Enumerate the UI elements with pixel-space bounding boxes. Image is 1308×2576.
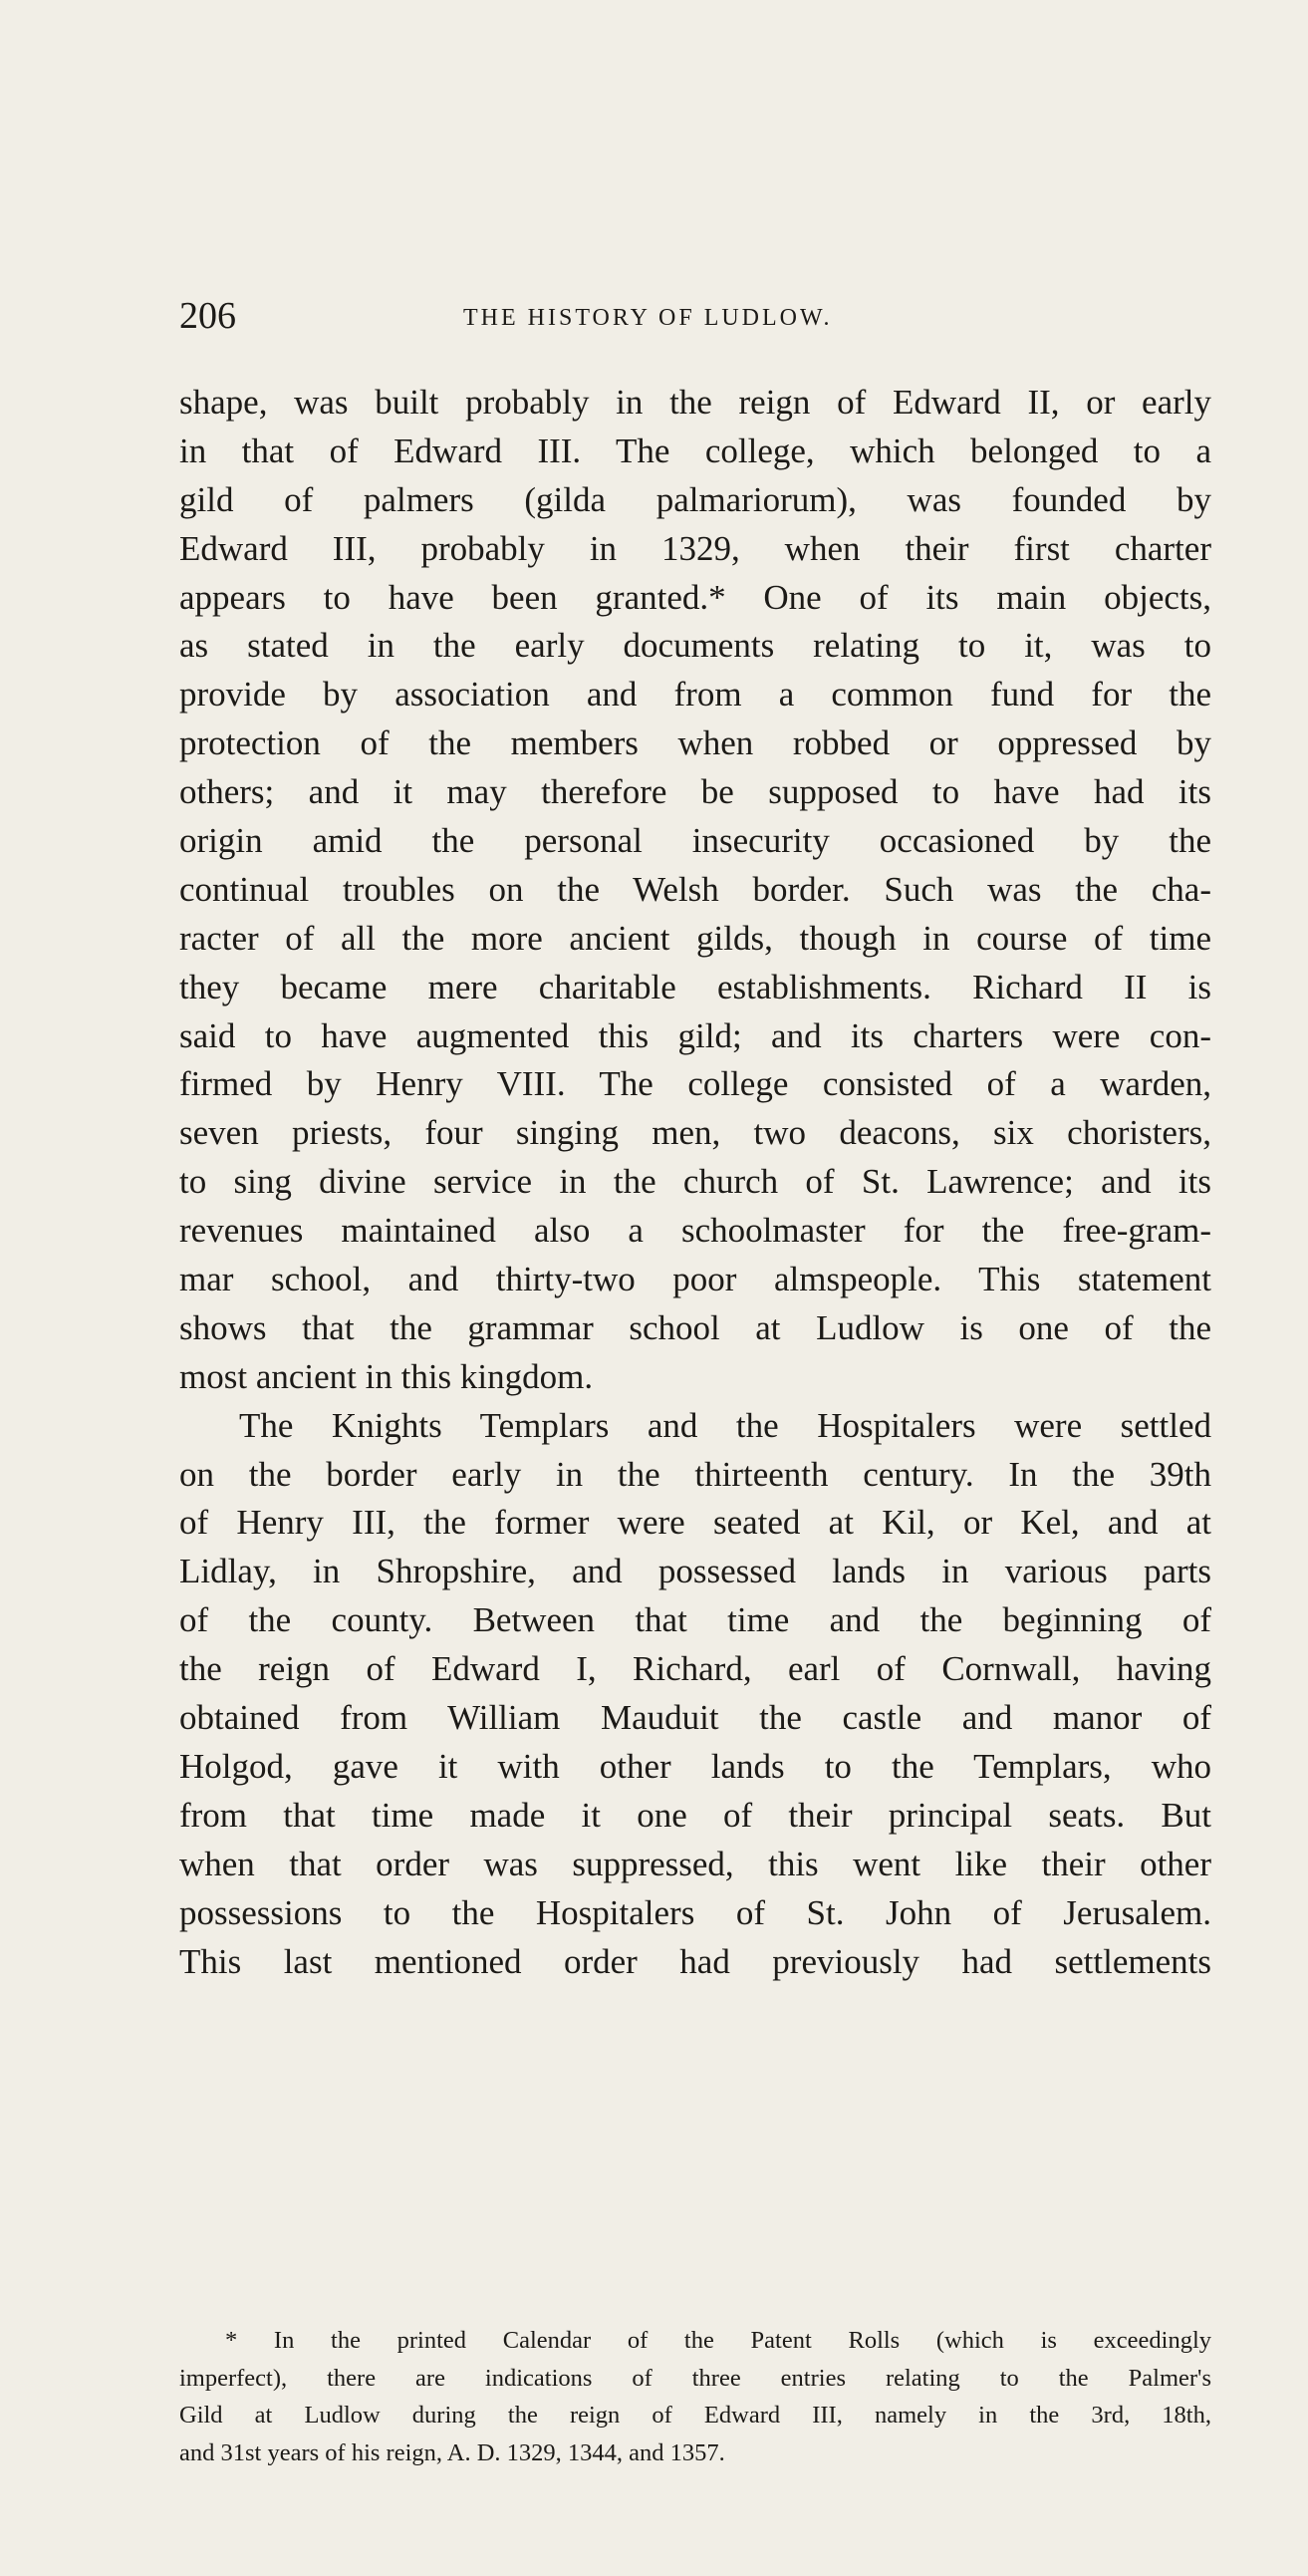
text-line: in that of Edward III. The college, which belonged to a [179,430,1211,470]
text-line: This last mentioned order had previously had settlements [179,1941,1211,1981]
text-line: shows that the grammar school at Ludlow is one of the [179,1307,1211,1347]
text-line: protection of the members when robbed or oppressed by [179,723,1211,763]
footnote-line: and 31st years of his reign, A. D. 1329, 1344, and 1357. [179,2438,725,2466]
text-line: The Knights Templars and the Hospitalers were settled [239,1405,1211,1445]
text-line: said to have augmented this gild; and its charters were con- [179,1015,1211,1055]
text-line: racter of all the more ancient gilds, though in course of time [179,918,1211,958]
text-line: to sing divine service in the church of St. Lawrence; and its [179,1162,1211,1202]
text-line: when that order was suppressed, this went like their other [179,1844,1211,1883]
text-line: mar school, and thirty-two poor almspeople. This statement [179,1260,1211,1299]
text-line: of the county. Between that time and the beginning of [179,1600,1211,1640]
footnote-line: Gild at Ludlow during the reign of Edward III, namely in the 3rd, 18th, [179,2402,1211,2430]
text-line: others; and it may therefore be supposed to have had its [179,772,1211,812]
text-line: possessions to the Hospitalers of St. John of Jerusalem. [179,1892,1211,1932]
text-line: seven priests, four singing men, two deacons, six choristers, [179,1113,1211,1153]
text-line: from that time made it one of their principal seats. But [179,1795,1211,1835]
text-line: continual troubles on the Welsh border. Such was the cha- [179,869,1211,909]
text-line: shape, was built probably in the reign of Edward II, or early [179,383,1211,422]
footnote-line: imperfect), there are indications of three entries relating to the Palmer's [179,2364,1211,2392]
text-line: gild of palmers (gilda palmariorum), was founded by [179,479,1211,519]
running-title: THE HISTORY OF LUDLOW. [463,305,833,331]
footnote [179,2322,1211,2471]
text-line: of Henry III, the former were seated at Kil, or Kel, and at [179,1503,1211,1543]
text-line: as stated in the early documents relating to it, was to [179,626,1211,666]
text-line: Holgod, gave it with other lands to the Templars, who [179,1746,1211,1786]
text-line: origin amid the personal insecurity occasioned by the [179,821,1211,861]
text-line: on the border early in the thirteenth century. In the 39th [179,1454,1211,1494]
text-line: Lidlay, in Shropshire, and possessed lands in various parts [179,1552,1211,1591]
page-header [179,291,1215,341]
footnote-line: * In the printed Calendar of the Patent Rolls (which is exceedingly [225,2327,1211,2354]
body-text [179,379,1211,1986]
text-line: provide by association and from a common fund for the [179,675,1211,715]
text-line: firmed by Henry VIII. The college consisted of a warden, [179,1064,1211,1104]
text-line: the reign of Edward I, Richard, earl of Cornwall, having [179,1649,1211,1689]
text-line: appears to have been granted.* One of its main objects, [179,577,1211,617]
page-number: 206 [179,295,236,337]
text-line: Edward III, probably in 1329, when their first charter [179,528,1211,568]
text-line: revenues maintained also a schoolmaster for the free-gram- [179,1211,1211,1251]
text-line: most ancient in this kingdom. [179,1356,594,1396]
text-line: they became mere charitable establishments. Richard II is [179,967,1211,1006]
text-line: obtained from William Mauduit the castle and manor of [179,1698,1211,1738]
